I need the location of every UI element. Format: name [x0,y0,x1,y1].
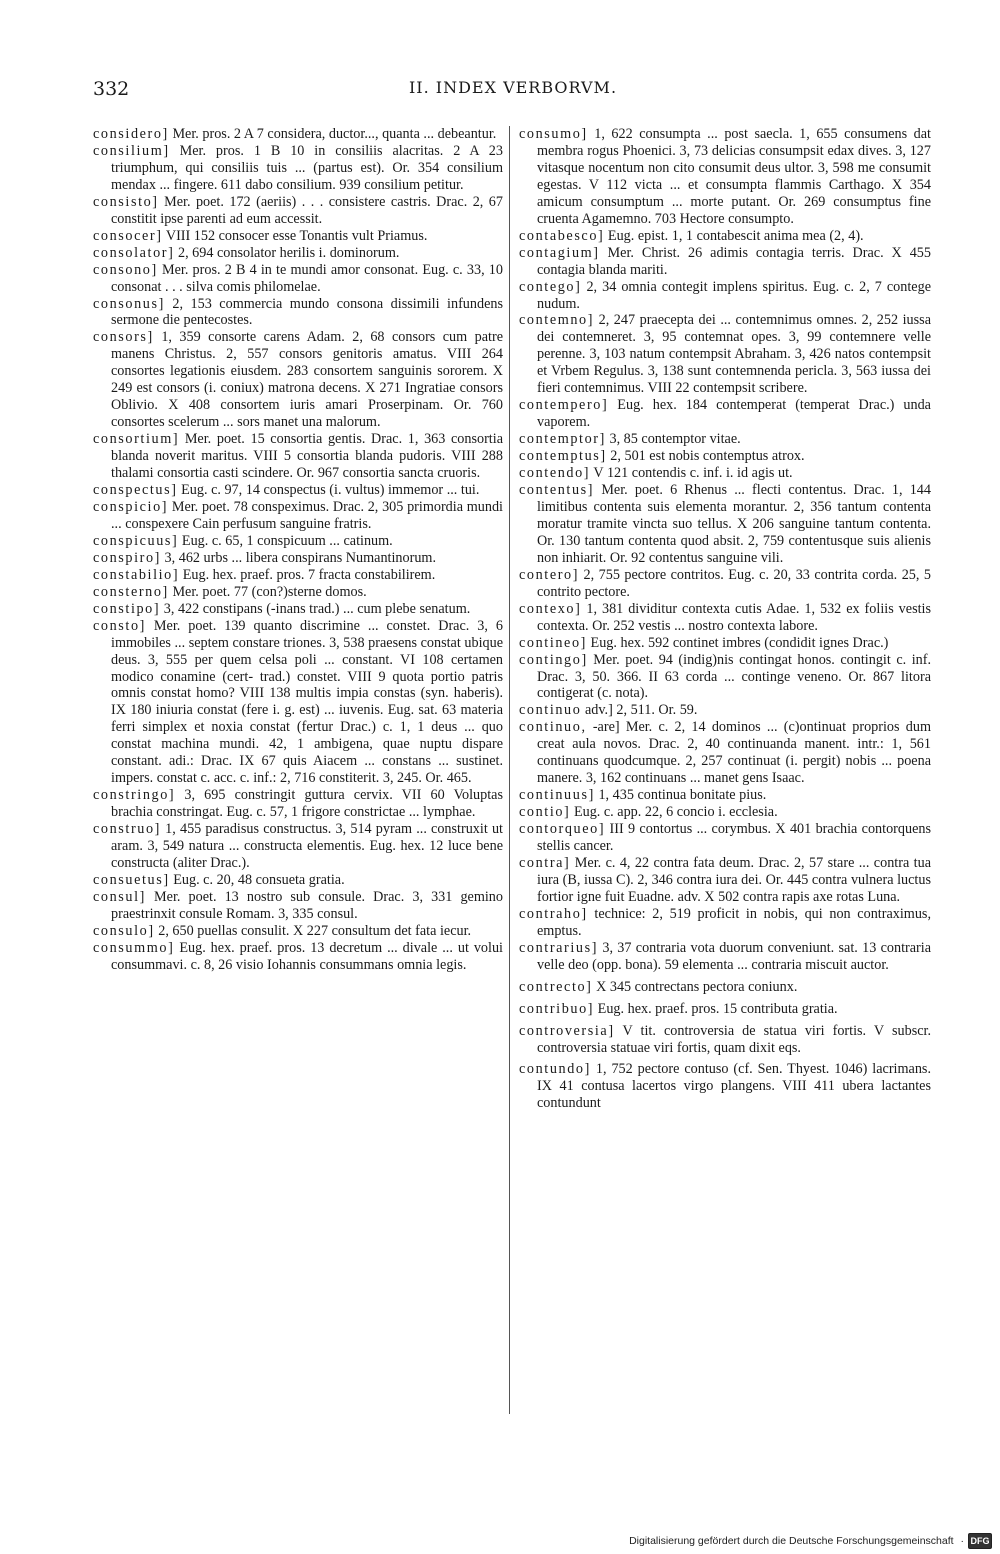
entry-headword: contego] [519,278,582,295]
index-entry [93,889,503,923]
entry-text: 3, 422 constipans (-inans trad.) ... cum plebe senatum. [160,600,471,617]
entry-headword: consul] [93,888,146,905]
entry-headword: contero] [519,566,580,583]
entry-headword: consulo] [93,922,155,939]
entry-headword: contribuo] [519,1000,595,1017]
entry-text: Eug. hex. praef. pros. 15 contributa gratia. [594,1000,838,1017]
entry-headword: contentus] [519,482,595,499]
index-entry [93,601,503,618]
footer-text: Digitalisierung gefördert durch die Deutsche Forschungsgemeinschaft [629,1535,954,1547]
entry-text: III 9 contortus ... corymbus. X 401 brachia contorquens stellis cancer. [537,821,931,855]
entry-headword: consisto] [93,193,159,210]
entry-headword: consumo] [519,126,588,142]
index-entry [519,279,931,313]
entry-headword: consocer] [93,227,163,244]
entry-text: 2, 650 puellas consulit. X 227 consultum det fata iecur. [154,922,472,939]
entry-headword: constabilio] [93,566,180,583]
entry-headword: contendo] [519,465,591,482]
entry-headword: consors] [93,329,154,346]
entry-headword: contemno] [519,312,595,329]
index-entry [93,431,503,482]
index-entry [519,312,931,397]
entry-text: Mer. Christ. 26 adimis contagia terris. Drac. X 455 contagia blanda mariti. [537,244,931,278]
entry-headword: contabesco] [519,227,605,244]
entry-text: 1, 752 pectore contuso (cf. Sen. Thyest. 1046) lacrimans. IX 41 contusa lacertos virgo plangens. VIII 411 ubera lactantes contundunt [537,1061,931,1112]
entry-text: X 345 contrectans pectora coniunx. [592,978,798,995]
entry-text: Eug. hex. 592 continet imbres (condidit ignes Drac.) [586,634,889,651]
entry-headword: continuo [519,702,582,719]
entry-headword: conspicio] [93,498,169,515]
entry-text: Eug. c. 20, 48 consueta gratia. [169,871,345,888]
index-entry [93,499,503,533]
entry-headword: contemptus] [519,448,607,465]
index-entry [519,465,931,482]
index-entry [519,448,931,465]
index-entry [93,482,503,499]
index-entry [519,1023,931,1057]
entry-headword: contempero] [519,397,609,414]
index-entry [93,923,503,940]
column-divider [509,126,510,1414]
index-entry [93,550,503,567]
index-entry [519,855,931,906]
entry-text: Mer. c. 4, 22 contra fata deum. Drac. 2, 57 stare ... contra tua iura (B, iussa C). 2, 346 contra iura dei. Or. 445 contra vulnera luctus fortior igne fuit Euadne. adv. X 502 contra rapis axe rotas Luna. [537,854,931,905]
index-entry [93,567,503,584]
entry-text: Mer. pros. 1 B 10 in consiliis alacritas. 2 A 23 triumphum, qui consiliis tuis ... (partus est). Or. 354 consilium mendax ... fingere. 611 dabo consilium. 939 consilium petitur. [111,142,503,193]
index-entry [93,228,503,245]
entry-headword: contagium] [519,244,600,261]
index-entry [519,482,931,567]
entry-headword: continuus] [519,787,595,804]
entry-text: Mer. poet. 77 (con?)sterne domos. [168,583,367,600]
index-entry [93,533,503,550]
running-title: II. INDEX VERBORVM. [408,78,618,97]
index-entry [519,431,931,448]
index-entry [93,126,503,143]
entry-text: 2, 247 praecepta dei ... contemnimus omnes. 2, 252 iussa dei contemneret. 3, 95 contemnat opes. 3, 99 contemnere velle perenne. 3, 103 natum contempsit Abraham. 3, 426 natos contempsit et Vrbem Regulus. 3, 138 sunt contemnenda pericla. 3, 563 iussa dei fieri contemnimus. VIII 22 contempsit scribere. [537,312,931,397]
index-entry [519,719,931,787]
entry-text: Mer. poet. 139 quanto discrimine ... constet. Drac. 3, 6 immobiles ... septem constare triones. 3, 538 praesens constat ubique deus. 3, 555 per quem celsa poli ... constant. VI 108 certamen modico conamine (cert- trad.) constet. VIII 9 quota portio patris omnis constat homo? VIII 138 multis impia constas (syn. haberis). IX 180 iniuria constat (fere i. g. est) ... iuvenis. Eug. sat. 63 materia ferri simplex et noxia constat (fertur Drac.) c. 1, 1 deus ... quo constat machina mundi. 42, 1 ambigena, quae nuptu dispare constant. adi.: Drac. IX 67 quis Aiacem ... constans ... sustinet. impers. constat c. acc. c. inf.: 2, 716 constiterit. 3, 245. Or. 465. [111,617,503,787]
index-entry [519,228,931,245]
index-entry [519,1061,931,1112]
entry-text: 1, 435 continua bonitate pius. [594,787,767,804]
index-entry [93,821,503,872]
index-entry [519,652,931,703]
entry-text: Mer. poet. 6 Rhenus ... flecti contentus. Drac. 1, 144 limitibus contenta suis elementa morantur. 2, 356 tantum contenta moratur tramite vincta suo tellus. X 206 sanguine tantum contenta. Or. 130 tantum contenta quod absit. 2, 759 contentusque suis alienis non inhiarit. Or. 92 contentus sanguine vili. [537,482,931,566]
entry-text: Mer. poet. 15 consortia gentis. Drac. 1, 363 consortia blanda noverit maritus. VIII 5 consortia blanda pudoris. VIII 288 thalami consortia casti scindere. Or. 967 consortia sancta cruoris. [111,431,503,482]
entry-text: 1, 622 consumpta ... post saecla. 1, 655 consumens dat membra rogus Phoenici. 3, 73 delicias consumpsit edax dives. 3, 127 vitasque nocentum non cito consumit deus ultor. 3, 598 me consumit egestas. V 112 victa ... et consumpta flammis Carthago. X 354 amicum consumptum ... morte putant. Or. 269 consumptus fine cruenta Agamemno. 703 Hectore consumpto. [537,126,931,227]
entry-text: 2, 501 est nobis contemptus atrox. [606,448,805,465]
entry-headword: contio] [519,804,571,821]
entry-text: 3, 695 constringit guttura cervix. VII 60 Voluptas brachia constringat. Eug. c. 57, 1 frigore constrictae ... lymphae. [111,787,503,821]
index-entry [519,397,931,431]
index-entry [93,940,503,974]
index-entry [93,872,503,889]
entry-text: adv.] 2, 511. Or. 59. [581,702,698,719]
entry-text: 3, 85 contemptor vitae. [605,431,741,448]
entry-text: 2, 755 pectore contritos. Eug. c. 20, 33 contrita corda. 25, 5 contrito pectore. [537,566,931,600]
entry-headword: contemptor] [519,431,606,448]
entry-text: 3, 37 contraria vota duorum conveniunt. sat. 13 contraria velle deo (opp. bona). 59 elementa ... contraria miscuit auctor. [537,939,931,973]
index-entry [93,143,503,194]
entry-text: 1, 359 consorte carens Adam. 2, 68 consors cum patre manens Christus. 2, 557 consors genitoris amatus. VIII 264 consortes legationis eiusdem. 283 consortem sanguinis sororem. X 249 est consors (i. coniux) matrona decens. X 271 Ingratiae consors Oblivio. X 408 consortem iuris amari Proserpinam. Or. 760 consortes scelerum ... sors manet una malorum. [111,329,503,431]
entry-text: technice: 2, 519 proficit in nobis, qui non contraximus, emptus. [537,905,931,939]
page-header [93,78,933,108]
entry-headword: continuo, [519,719,587,736]
entry-text: Eug. c. 65, 1 conspicuum ... catinum. [178,532,393,549]
entry-headword: contra] [519,854,571,871]
right-column [519,126,931,1112]
entry-text: Mer. pros. 2 A 7 considera, ductor..., quanta ... debeantur. [168,126,497,142]
entry-headword: contrarius] [519,939,599,956]
entry-headword: consummo] [93,939,175,956]
index-entry [519,979,931,996]
entry-headword: contraho] [519,905,588,922]
entry-headword: consterno] [93,583,169,600]
entry-text: V tit. controversia de statua viri fortis. V subscr. controversia statuae viri fortis, quam dixit eqs. [537,1022,931,1056]
index-entry [519,567,931,601]
index-entry [93,194,503,228]
index-entry [93,262,503,296]
dfg-logo-icon: DFG [968,1533,992,1549]
entry-headword: contorqueo] [519,821,606,838]
index-entry [519,787,931,804]
entry-headword: conspectus] [93,482,178,499]
entry-text: 2, 153 commercia mundo consona dissimili infundens sermone die pentecostes. [111,295,503,329]
entry-headword: constipo] [93,600,161,617]
entry-headword: consilium] [93,142,170,159]
entry-text: Mer. poet. 78 conspeximus. Drac. 2, 305 primordia mundi ... conspexere Cain perfusum sanguine fratris. [111,498,503,532]
entry-headword: construo] [93,821,161,838]
index-entry [93,329,503,431]
index-entry [519,635,931,652]
entry-text: -are] Mer. c. 2, 14 dominos ... (c)ontinuat proprios dum creat aula novos. Drac. 2, 40 continuanda manent. intr.: 1, 561 continuans quodcumque. 2, 257 continuat (i. pergit) nobis ... poena manere. 3, 162 continuans ... manet gens Isaac. [537,719,931,787]
index-entry [519,906,931,940]
entry-text: 1, 455 paradisus constructus. 3, 514 pyram ... construxit ut aram. 3, 549 natura ... constructa elementis. Eug. hex. 12 luce bene constructa (aliter Drac.). [111,821,503,871]
footer-credit: Digitalisierung gefördert durch die Deutsche Forschungsgemeinschaft · DFG [629,1533,992,1549]
entry-headword: contrecto] [519,978,593,995]
entry-text: Eug. hex. 184 contemperat (temperat Drac.) unda vaporem. [537,397,931,431]
entry-text: 2, 694 consolator herilis i. dominorum. [174,244,400,261]
index-entry [519,804,931,821]
entry-text: Mer. pros. 2 B 4 in te mundi amor consonat. Eug. c. 33, 10 consonat . . . silva comis philomelae. [111,261,503,295]
entry-headword: conspiro] [93,549,161,566]
index-entry [519,126,931,228]
index-entry [519,940,931,974]
entry-text: Eug. hex. praef. pros. 7 fracta constabilirem. [179,566,436,583]
entry-headword: conspicuus] [93,532,179,549]
entry-text: Mer. poet. 172 (aeriis) . . . consistere castris. Drac. 2, 67 constitit ipse parenti ad eum accessit. [111,193,503,227]
index-entry [93,584,503,601]
entry-headword: controversia] [519,1022,615,1039]
entry-text: Eug. epist. 1, 1 contabescit anima mea (2, 4). [604,227,864,244]
entry-headword: consonus] [93,295,165,312]
index-entry [93,787,503,821]
index-entry [519,245,931,279]
entry-headword: considero] [93,126,169,142]
entry-text: Mer. poet. 94 (indig)nis contingat honos. contingit c. inf. Drac. 3, 50. 366. II 63 corda ... continge veneno. Or. 867 litora contigerat (c. nota). [537,651,931,702]
entry-text: Eug. hex. praef. pros. 13 decretum ... divale ... ut volui consummavi. c. 8, 26 visio Iohannis consummans omnia legis. [111,939,503,973]
entry-text: VIII 152 consocer esse Tonantis vult Priamus. [162,227,428,244]
index-entry [519,821,931,855]
entry-text: V 121 contendis c. inf. i. id agis ut. [590,465,793,482]
index-entry [519,1001,931,1018]
entry-headword: contundo] [519,1061,591,1078]
entry-headword: consuetus] [93,871,170,888]
entry-headword: consto] [93,617,146,634]
index-entry [519,601,931,635]
entry-headword: constringo] [93,787,176,804]
entry-headword: contineo] [519,634,587,651]
left-column [93,126,503,974]
entry-text: 3, 462 urbs ... libera conspirans Numantinorum. [160,549,437,566]
entry-text: 2, 34 omnia contegit implens spiritus. Eug. c. 2, 7 contege nudum. [537,278,931,312]
index-entry [519,702,931,719]
entry-headword: consortium] [93,431,180,448]
entry-headword: contexo] [519,600,582,617]
page-number: 332 [93,78,130,100]
index-entry [93,296,503,330]
entry-text: Eug. c. 97, 14 conspectus (i. vultus) immemor ... tui. [177,482,480,499]
index-entry [93,618,503,788]
index-entry [93,245,503,262]
entry-text: Mer. poet. 13 nostro sub consule. Drac. 3, 331 gemino praestrinxit consule Romam. 3, 335 consul. [111,888,503,922]
entry-headword: contingo] [519,651,588,668]
entry-text: Eug. c. app. 22, 6 concio i. ecclesia. [570,804,778,821]
entry-headword: consolator] [93,244,175,261]
entry-headword: consono] [93,261,158,278]
entry-text: 1, 381 dividitur contexta cutis Adae. 1, 532 ex foliis vestis contexta. Or. 252 vestis ... nostro contexta labore. [537,600,931,634]
